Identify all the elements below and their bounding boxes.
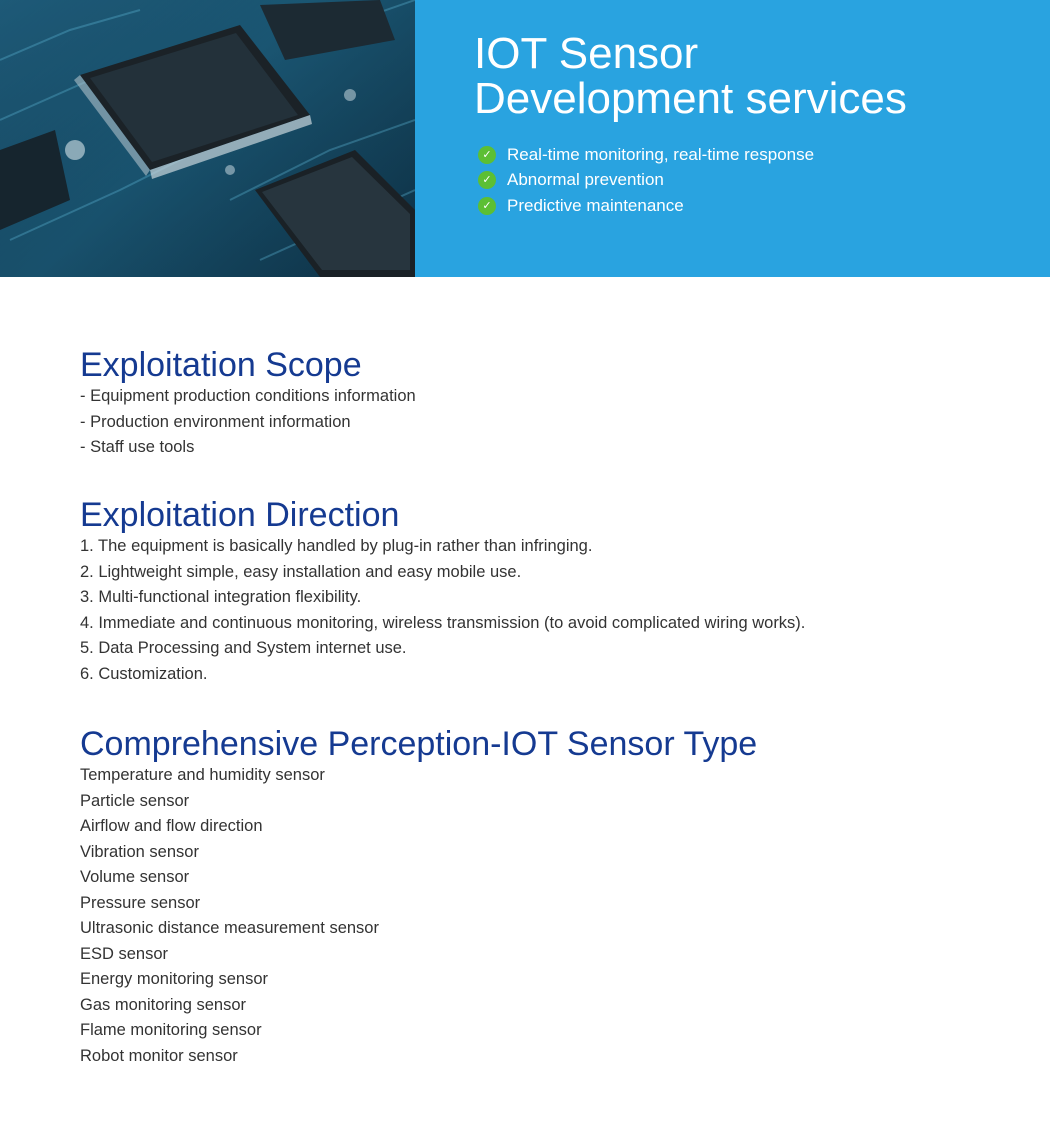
circuit-board-illustration [0,0,415,277]
list-item: - Equipment production conditions information [80,387,416,405]
list-item: - Staff use tools [80,438,195,456]
hero-banner [0,0,1050,277]
scope-list [80,384,416,461]
list-item: Flame monitoring sensor [80,1021,262,1039]
list-item: 6. Customization. [80,664,208,683]
list-item: 3. Multi-functional integration flexibility. [80,588,362,606]
list-item: Temperature and humidity sensor [80,766,325,784]
list-item: Energy monitoring sensor [80,970,269,988]
list-item: Pressure sensor [80,893,201,912]
hero-panel [415,0,1050,277]
circuit-board-image [0,0,415,277]
section-heading: Exploitation Scope [80,346,362,384]
list-item: Volume sensor [80,868,190,886]
feature-item [478,142,814,168]
hero-title-line-1: IOT Sensor [474,29,699,78]
list-item: Airflow and flow direction [80,817,263,835]
feature-item [478,193,814,219]
sensor-list [80,763,757,1069]
exploitation-direction-section [80,496,805,687]
hero-title-line-2: Development services [474,74,907,123]
list-item: Particle sensor [80,791,190,810]
section-heading: Exploitation Direction [80,496,400,534]
list-item: - Production environment information [80,412,351,431]
list-item: 1. The equipment is basically handled by plug-in rather than infringing. [80,537,593,555]
check-circle-icon: ✓ [478,146,496,164]
list-item: 5. Data Processing and System internet use. [80,639,407,657]
list-item: Gas monitoring sensor [80,995,246,1014]
list-item: 4. Immediate and continuous monitoring, wireless transmission (to avoid complicated wiring works). [80,613,806,632]
list-item: 2. Lightweight simple, easy installation and easy mobile use. [80,562,522,581]
check-circle-icon: ✓ [478,171,496,189]
feature-label: Predictive maintenance [507,195,684,215]
check-circle-icon: ✓ [478,197,496,215]
feature-label: Real-time monitoring, real-time response [507,144,815,164]
direction-list [80,534,805,687]
section-heading: Comprehensive Perception-IOT Sensor Type [80,725,758,763]
sensor-type-section [80,725,757,1069]
list-item: ESD sensor [80,944,169,963]
feature-item [478,168,814,194]
feature-label: Abnormal prevention [507,170,664,190]
list-item: Vibration sensor [80,842,199,861]
hero-title [474,31,907,121]
feature-list [478,142,814,219]
exploitation-scope-section [80,346,416,461]
list-item: Ultrasonic distance measurement sensor [80,919,379,937]
list-item: Robot monitor sensor [80,1046,238,1065]
